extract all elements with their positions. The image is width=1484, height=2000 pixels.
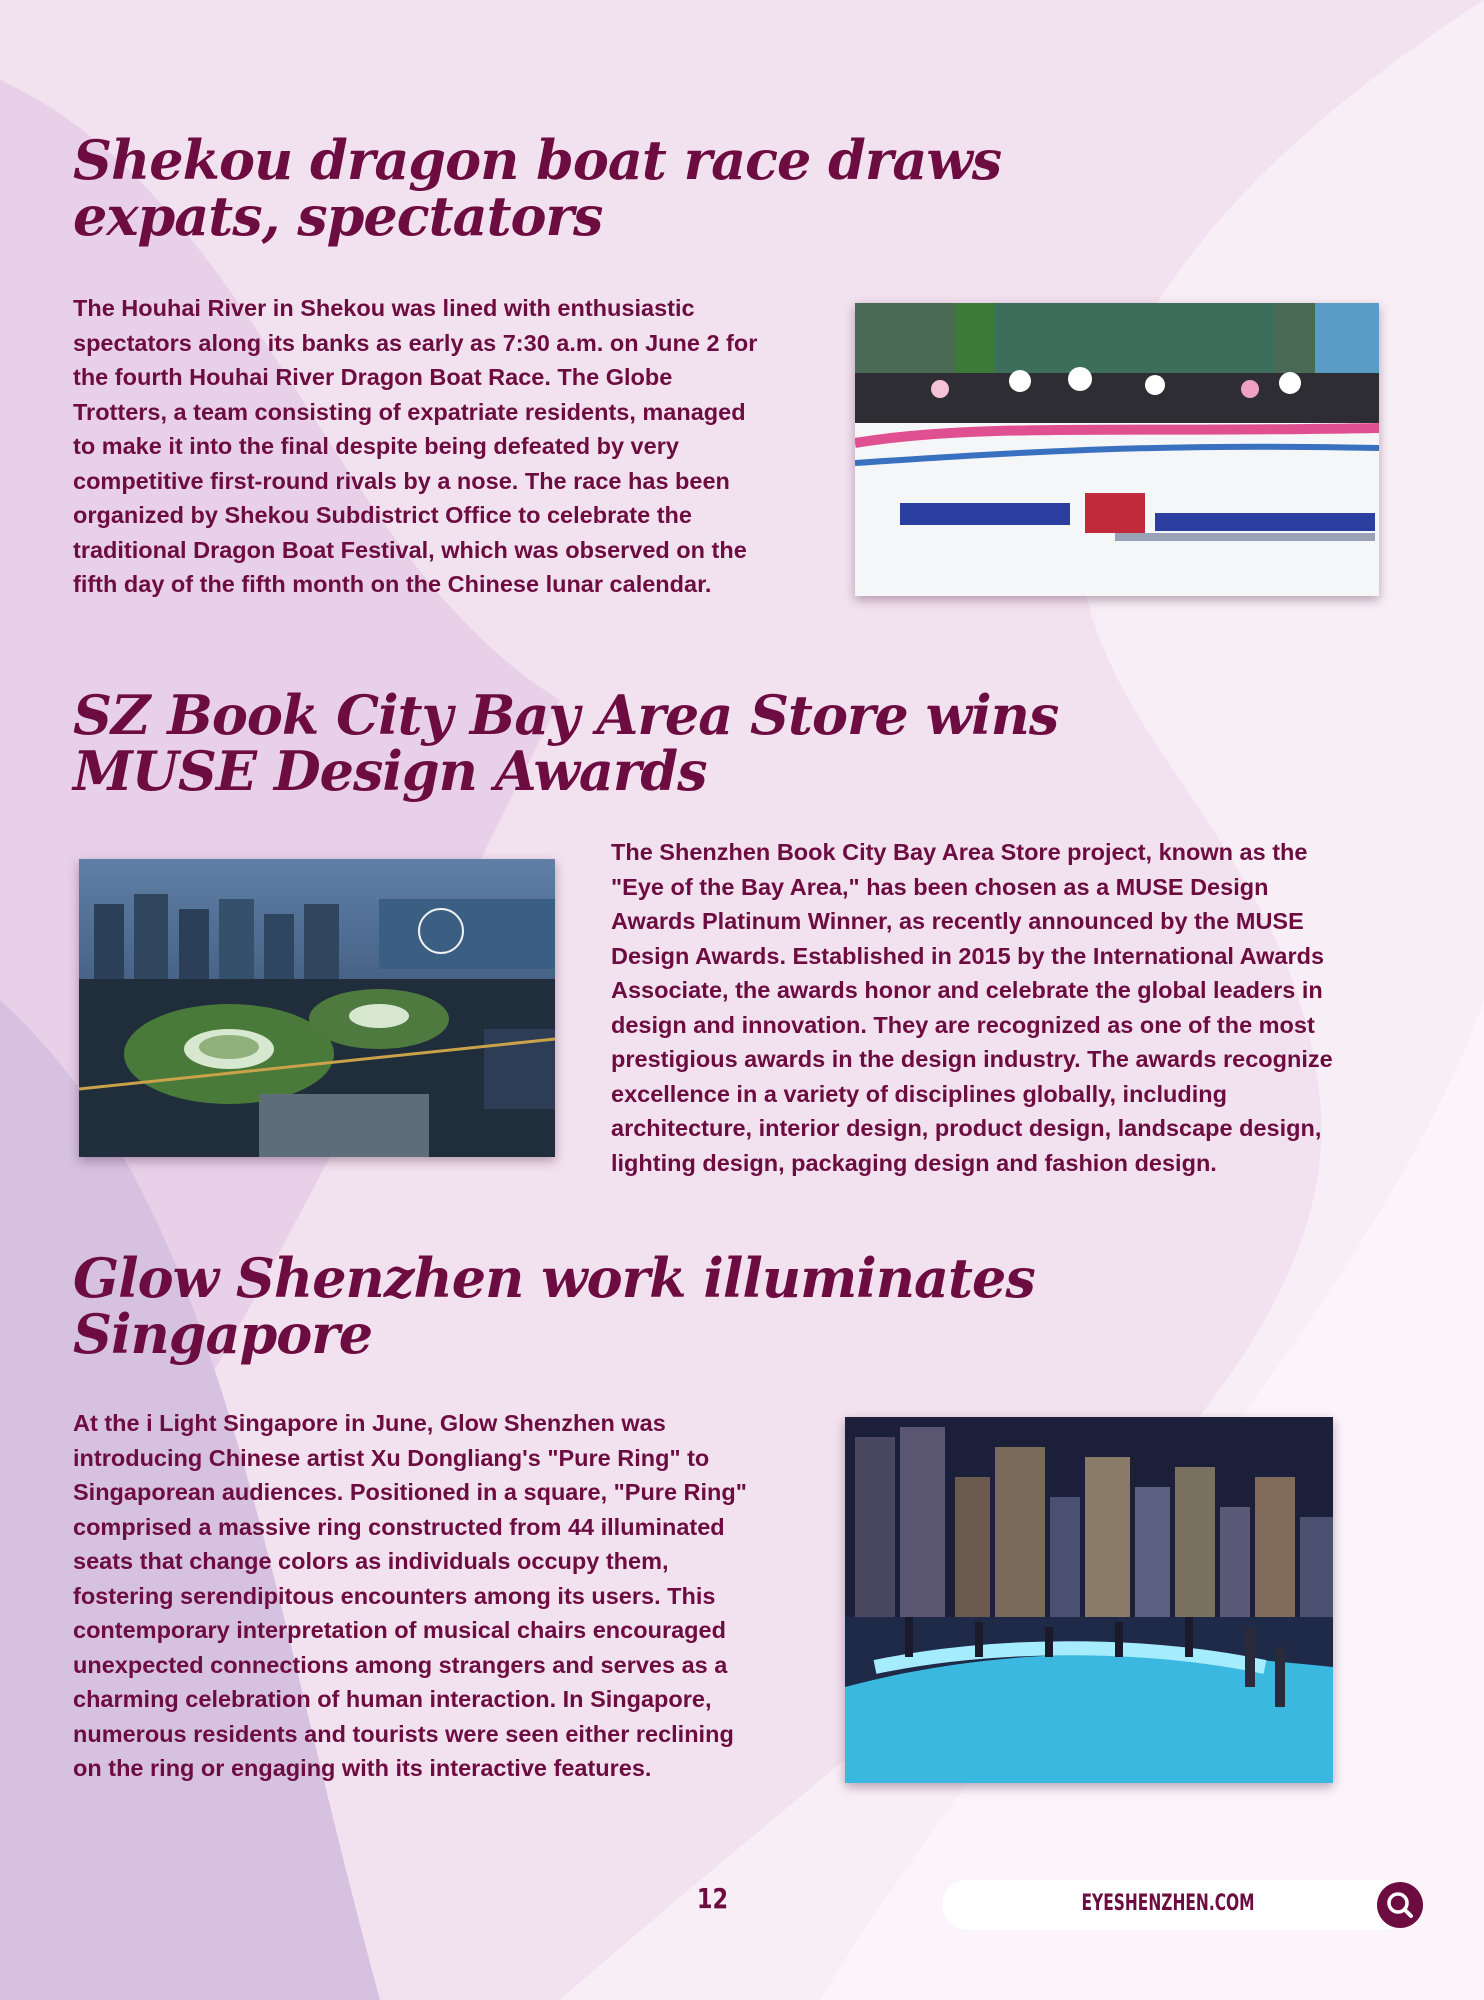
article-2-body-line: Awards Platinum Winner, as recently announced by the MUSE [611,908,1304,934]
article-2-body-line: lighting design, packaging design and fashion design. [611,1149,1217,1176]
article-1-body-line: The Houhai River in Shekou was lined with enthusiastic [73,295,695,321]
search-icon [1377,1882,1423,1928]
article-1-body-line: organized by Shekou Subdistrict Office to celebrate the [73,502,692,528]
article-1-headline-line-1: Shekou dragon boat race draws [73,128,1002,192]
article-2-body [611,835,1391,1180]
article-3-body-line: seats that change colors as individuals occupy them, [73,1548,669,1574]
article-1-body [73,291,813,602]
article-3-body-line: unexpected connections among strangers and serves as a [73,1651,728,1678]
article-3-body-line: introducing Chinese artist Xu Dongliang's "Pure Ring" to [73,1444,710,1471]
article-3-body-line: At the i Light Singapore in June, Glow Shenzhen was [73,1410,666,1436]
article-3-body-line: charming celebration of human interaction. In Singapore, [73,1686,712,1712]
article-3-headline-line-2: Singapore [73,1302,373,1366]
article-2-body-line: The Shenzhen Book City Bay Area Store project, known as the [611,839,1308,865]
article-3-body [73,1406,813,1786]
website-url[interactable]: EYESHENZHEN.COM [1081,1891,1255,1916]
article-1-body-line: the fourth Houhai River Dragon Boat Race. The Globe [73,364,673,390]
article-3-body-line: on the ring or engaging with its interactive features. [73,1755,652,1781]
article-2-headline-line-1: SZ Book City Bay Area Store wins [73,683,1059,747]
article-2-body-line: Design Awards. Established in 2015 by the International Awards [611,942,1325,969]
article-2-body-line: "Eye of the Bay Area," has been chosen as a MUSE Design [611,873,1269,900]
article-2-body-line: prestigious awards in the design industry. The awards recognize [611,1046,1333,1072]
pure-ring-singapore-photo [845,1417,1333,1783]
article-3-body-line: fostering serendipitous encounters among its users. This [73,1582,716,1609]
dragon-boat-race-photo [855,303,1379,596]
article-1-body-line: competitive first-round rivals by a nose. The race has been [73,467,730,494]
article-3-body-line: Singaporean audiences. Positioned in a square, "Pure Ring" [73,1479,747,1505]
article-2-body-line: design and innovation. They are recognized as one of the most [611,1011,1315,1038]
article-1-body-line: spectators along its banks as early as 7:30 a.m. on June 2 for [73,329,758,356]
article-1-headline [73,128,1002,248]
book-city-store-photo [79,859,555,1157]
article-3-body-line: comprised a massive ring constructed from 44 illuminated [73,1513,725,1540]
search-button[interactable] [1377,1882,1423,1928]
article-2-body-line: excellence in a variety of disciplines globally, including [611,1080,1227,1107]
article-2-headline [73,683,1059,803]
article-3-body-line: numerous residents and tourists were seen either reclining [73,1720,734,1747]
article-1-body-line: to make it into the final despite being defeated by very [73,433,679,459]
page-number: 12 [696,1882,729,1915]
article-1-body-line: traditional Dragon Boat Festival, which was observed on the [73,536,747,563]
article-1-body-line: fifth day of the fifth month on the Chinese lunar calendar. [73,571,712,597]
article-3-body-line: contemporary interpretation of musical chairs encouraged [73,1617,726,1643]
article-2-headline-line-2: MUSE Design Awards [73,739,707,803]
article-3-headline-line-1: Glow Shenzhen work illuminates [73,1246,1035,1310]
article-2-body-line: Associate, the awards honor and celebrate the global leaders in [611,977,1323,1003]
article-3-headline [73,1246,1035,1366]
article-1-headline-line-2: expats, spectators [73,184,603,248]
article-1-body-line: Trotters, a team consisting of expatriate residents, managed [73,398,746,425]
article-2-body-line: architecture, interior design, product design, landscape design, [611,1115,1322,1141]
